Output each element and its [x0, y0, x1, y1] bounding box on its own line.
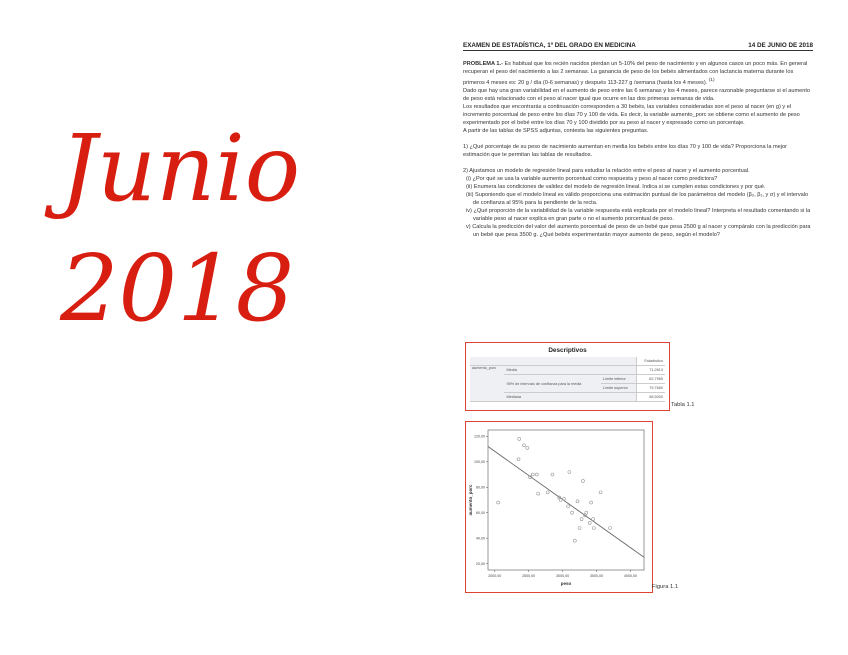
subquestion-iv: iv) ¿Qué proporción de la variabilidad de la variable respuesta está explicada por el modelo lineal? Interpreta el resultado comentando si la variable peso al nacer explica en gran parte o no el aumento porcentual de peso.	[466, 207, 811, 222]
x-tick-label: 3500,00	[590, 574, 604, 578]
problem-text	[463, 60, 813, 239]
x-tick-label: 2000,00	[488, 574, 502, 578]
table-row	[470, 366, 665, 375]
paragraph-3: Los resultados que encontrarás a continuación corresponden a 30 bebés, las variables consideradas son el peso al nacer (en g) y el incremento porcentual de peso entre los días 70 y 100 de vida. Es decir, la variable aumento_porc se obtiene como el aumento de peso experimentado por el bebé entre los días 70 y 100 dividido por su peso al nacer y expresado como un porcentaje.	[463, 103, 800, 126]
handwriting-junio: Junio	[60, 115, 301, 222]
table-header-row	[470, 357, 665, 366]
question-1: 1) ¿Qué porcentaje de su peso de nacimiento aumentan en media los bebés entre los días 70 y 100 de vida? Proporciona la mejor estimación que te permitan las tablas de resultados.	[463, 143, 788, 158]
question-2: 2) Ajustamos un modelo de regresión lineal para estudiar la relación entre el peso al nacer y el aumento porcentual.	[463, 167, 750, 174]
col-header: Estadístico	[637, 357, 665, 366]
table-title: Descriptivos	[548, 347, 587, 354]
problem-title: PROBLEMA 1.-	[463, 61, 503, 67]
variable-name: aumento_porc	[470, 366, 504, 402]
figure-caption: Figura 1.1	[652, 584, 679, 590]
x-tick-label: 4000,00	[623, 574, 637, 578]
row-value: 71,2613	[637, 366, 665, 375]
paragraph-2: Dado que hay una gran variabilidad en el aumento de peso entre las 6 semanas y los 4 meses, parece razonable preguntarse si el aumento de peso está relacionado con el peso al nacer igual que ocurre en las dos primeras semanas de vida.	[463, 87, 811, 102]
scatter-chart	[466, 422, 652, 592]
paragraph-4: A partir de las tablas de SPSS adjuntas, contesta las siguientes preguntas.	[463, 127, 649, 134]
subquestion-v: v) Calcula la predicción del valor del aumento porcentual de peso de un bebé que pesa 2500 g al nacer y compáralo con la predicción para un bebé que pesa 3500 g. ¿Qué bebés experimentarán mayor aumento de peso, según el modelo?	[466, 223, 811, 238]
y-axis-label: aumento_porc	[468, 484, 473, 516]
row-value: 79,7660	[637, 384, 665, 393]
exam-date: 14 DE JUNIO DE 2018	[748, 42, 813, 49]
table-caption: Tabla 1.1	[671, 402, 695, 408]
row-value: 62,7965	[637, 375, 665, 384]
x-tick-label: 2500,00	[522, 574, 536, 578]
row-label: 95% de intervalo de confianza para la media	[504, 375, 600, 393]
y-tick-label: 120,00	[474, 434, 485, 439]
subquestion-i: (i) ¿Por qué se usa la variable aumento porcentual como respuesta y peso al nacer como predictora?	[466, 175, 718, 182]
subquestion-iii: (iii) Suponiendo que el modelo lineal es válido proporciona una estimación puntual de los parámetros del modelo (β₀, β₁, y σ) y el intervalo de confianza al 95% para la pendiente de la recta.	[466, 191, 809, 206]
row-sublabel: Límite superior	[601, 384, 637, 393]
descriptives-grid	[470, 357, 665, 402]
row-sublabel: Límite inferior	[601, 375, 637, 384]
y-tick-label: 40,00	[476, 536, 485, 541]
exam-title: EXAMEN DE ESTADÍSTICA, 1º DEL GRADO EN MEDICINA	[463, 42, 636, 49]
x-axis-label: peso	[560, 581, 572, 586]
row-label: Media	[504, 366, 600, 375]
exam-page	[463, 42, 813, 239]
handwriting-2018: 2018	[60, 235, 295, 342]
row-label: Mediana	[504, 393, 600, 402]
handwritten-title	[60, 105, 350, 342]
y-tick-label: 80,00	[476, 485, 485, 490]
row-sublabel	[601, 366, 637, 375]
exam-header	[463, 42, 813, 51]
descriptives-table	[465, 342, 670, 411]
y-tick-label: 60,00	[476, 510, 485, 515]
y-tick-label: 20,00	[476, 561, 485, 566]
problem-intro	[463, 60, 813, 87]
row-value: 68,5000	[637, 393, 665, 402]
scatter-figure	[465, 421, 653, 593]
subquestion-ii: (ii) Enumera las condiciones de validez del modelo de regresión lineal. Indica si se cumplen estas condiciones y por qué.	[466, 183, 766, 190]
y-tick-label: 100,00	[474, 460, 485, 465]
footnote-mark: (1)	[708, 77, 715, 82]
plot-area	[488, 430, 644, 570]
intro-text: Es habitual que los recién nacidos pierdan un 5-10% del peso de nacimiento y en algunos casos un poco más. En general recuperan el peso del nacimiento a las 2 semanas. La ganancia de peso de los bebés alimentados con lactancia materna durante los primeros 4 meses es: 20 g / día (0-6 semanas) y después 113-227 g /semana (hasta los 4 meses).	[463, 61, 808, 86]
handwriting-drawing	[60, 105, 350, 342]
x-tick-label: 3000,00	[556, 574, 570, 578]
